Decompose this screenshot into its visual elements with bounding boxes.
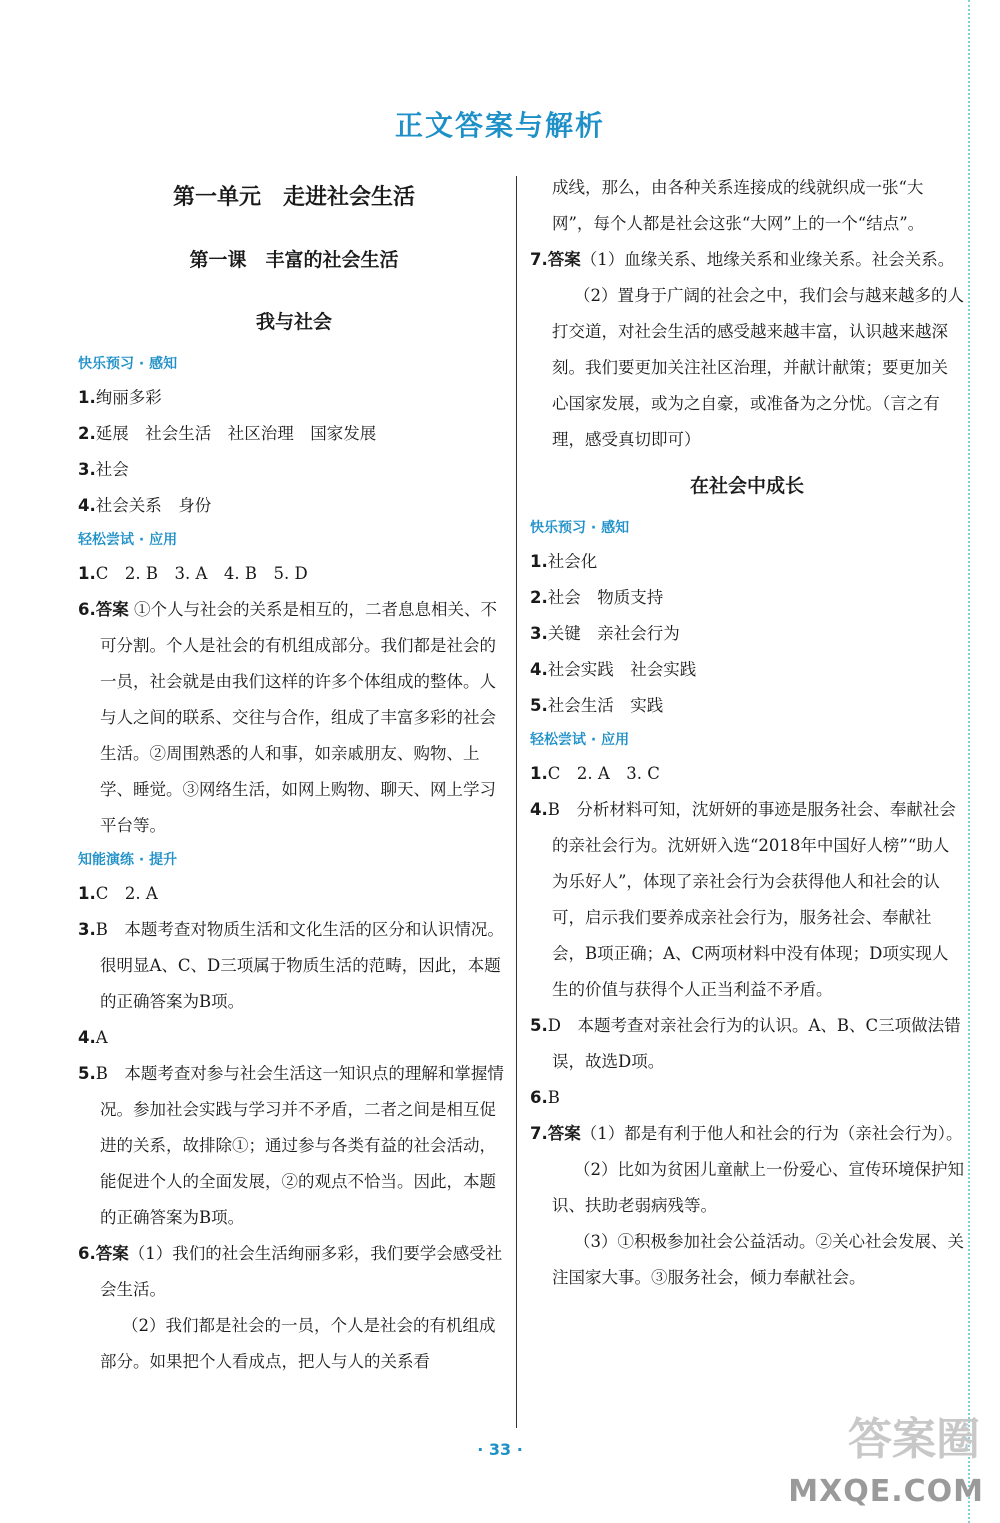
- item-number: 1.: [78, 388, 96, 407]
- item-number: 7.: [530, 1124, 548, 1143]
- item-text: C 2. B 3. A 4. B 5. D: [95, 564, 308, 583]
- item-number: 1.: [78, 884, 96, 903]
- answer-item: [530, 1080, 964, 1116]
- answer-item: [530, 688, 964, 724]
- answer-paragraph: （3）①积极参加社会公益活动。②关心社会发展、关注国家大事。③服务社会，倾力奉献社会。: [552, 1232, 964, 1287]
- item-number: 6.: [530, 1088, 548, 1107]
- item-number: 3.: [78, 460, 96, 479]
- answer-item: [78, 416, 510, 452]
- watermark-site: MXQE.COM: [788, 1474, 984, 1509]
- item-text: 社会生活 实践: [547, 696, 664, 715]
- section-label: 轻松尝试 · 应用: [78, 532, 178, 548]
- item-number: 6.: [78, 600, 96, 619]
- item-number: 5.: [530, 696, 548, 715]
- answer-item: [78, 1020, 510, 1056]
- section-heading: 我与社会: [255, 311, 332, 333]
- item-number: 2.: [530, 588, 548, 607]
- answer-item: [530, 242, 964, 278]
- item-text: B 分析材料可知，沈妍妍的事迹是服务社会、奉献社会的亲社会行为。沈妍妍入选“2018年中国好人榜”“助人为乐好人”，体现了亲社会行为会获得他人和社会的认可，启示我们要养成亲社会行为，服务社会、奉献社会，B项正确；A、C两项材料中没有体现；D项实现人生的价值与获得个人正当利益不矛盾。: [547, 800, 956, 999]
- item-text: 社会实践 社会实践: [547, 660, 697, 679]
- page-edge-line: [968, 0, 974, 1523]
- unit-heading: 第一单元 走进社会生活: [172, 185, 415, 210]
- answer-item: [78, 1056, 510, 1236]
- item-number: 4.: [78, 496, 96, 515]
- answer-item: [78, 592, 510, 844]
- answer-label: 答案: [95, 600, 129, 619]
- item-number: 3.: [530, 624, 548, 643]
- item-number: 4.: [78, 1028, 96, 1047]
- answer-item: [78, 876, 510, 912]
- item-text: ①个人与社会的关系是相互的，二者息息相关、不可分割。个人是社会的有机组成部分。我们都是社会的一员，社会就是由我们这样的许多个体组成的整体。人与人之间的联系、交往与合作，组成了丰富多彩的社会生活。②周围熟悉的人和事，如亲戚朋友、购物、上学、睡觉。③网络生活，如网上购物、聊天、网上学习平台等。: [100, 600, 497, 835]
- answer-item: [78, 1236, 510, 1308]
- answer-item: [78, 488, 510, 524]
- section-heading: 在社会中成长: [689, 475, 804, 497]
- item-text: B 本题考查对参与社会生活这一知识点的理解和掌握情况。参加社会实践与学习并不矛盾，二者之间是相互促进的关系，故排除①；通过参与各类有益的社会活动，能促进个人的全面发展，②的观点不恰当。因此，本题的正确答案为B项。: [95, 1064, 504, 1227]
- right-column: [530, 170, 964, 1296]
- answer-item: [530, 792, 964, 1008]
- page-number: · 33 ·: [477, 1440, 523, 1459]
- answer-paragraph: （2）我们都是社会的一员，个人是社会的有机组成部分。如果把个人看成点，把人与人的关系看: [100, 1316, 496, 1371]
- answer-label: 答案: [547, 1124, 581, 1143]
- item-number: 1.: [530, 552, 548, 571]
- answer-paragraph: （2）比如为贫困儿童献上一份爱心、宣传环境保护知识、扶助老弱病残等。: [552, 1160, 964, 1215]
- watermark-logo: 答案圈: [848, 1414, 980, 1465]
- item-number: 2.: [78, 424, 96, 443]
- item-number: 3.: [78, 920, 96, 939]
- item-text: 社会关系 身份: [95, 496, 212, 515]
- answer-item: [530, 1116, 964, 1152]
- section-label: 快乐预习 · 感知: [78, 356, 178, 372]
- answer-item: [530, 544, 964, 580]
- lesson-heading: 第一课 丰富的社会生活: [189, 249, 399, 271]
- page-title: 正文答案与解析: [394, 109, 605, 142]
- answer-item: [78, 380, 510, 416]
- answer-item: [78, 912, 510, 1020]
- left-column: [78, 170, 510, 1380]
- item-text: 延展 社会生活 社区治理 国家发展: [95, 424, 377, 443]
- section-label: 轻松尝试 · 应用: [530, 732, 630, 748]
- item-text: 社会 物质支持: [547, 588, 664, 607]
- item-text: B 本题考查对物质生活和文化生活的区分和认识情况。很明显A、C、D三项属于物质生活的范畴，因此，本题的正确答案为B项。: [95, 920, 504, 1011]
- item-text: 关键 亲社会行为: [547, 624, 680, 643]
- section-label: 知能演练 · 提升: [78, 852, 178, 868]
- item-text: （1）血缘关系、地缘关系和业缘关系。社会关系。: [580, 250, 955, 269]
- item-number: 4.: [530, 660, 548, 679]
- item-text: 绚丽多彩: [95, 388, 162, 407]
- answer-paragraph: （2）置身于广阔的社会之中，我们会与越来越多的人打交道，对社会生活的感受越来越丰富，认识越来越深刻。我们要更加关注社区治理，并献计献策；要更加关心国家发展，或为之自豪，或准备为之分忧。（言之有理，感受真切即可）: [552, 286, 964, 449]
- answer-item: [78, 452, 510, 488]
- answer-item: [530, 580, 964, 616]
- answer-item: [530, 616, 964, 652]
- answer-label: 答案: [547, 250, 581, 269]
- item-text: C 2. A: [95, 884, 158, 903]
- item-text: C 2. A 3. C: [547, 764, 660, 783]
- item-number: 7.: [530, 250, 548, 269]
- item-text: （1）都是有利于他人和社会的行为（亲社会行为）。: [580, 1124, 963, 1143]
- item-number: 4.: [530, 800, 548, 819]
- item-number: 5.: [530, 1016, 548, 1035]
- answer-item: [530, 652, 964, 688]
- answer-item: [78, 556, 510, 592]
- item-number: 1.: [530, 764, 548, 783]
- item-number: 5.: [78, 1064, 96, 1083]
- item-text: A: [95, 1028, 108, 1047]
- column-divider: [516, 176, 517, 1428]
- item-text: D 本题考查对亲社会行为的认识。A、B、C三项做法错误，故选D项。: [547, 1016, 961, 1071]
- item-text: 社会: [95, 460, 129, 479]
- answer-item: [530, 756, 964, 792]
- item-text: （1）我们的社会生活绚丽多彩，我们要学会感受社会生活。: [100, 1244, 503, 1299]
- item-number: 6.: [78, 1244, 96, 1263]
- item-number: 1.: [78, 564, 96, 583]
- answer-continuation: 成线，那么，由各种关系连接成的线就织成一张“大网”，每个人都是社会这张“大网”上的一个“结点”。: [552, 178, 925, 233]
- answer-item: [530, 1008, 964, 1080]
- item-text: 社会化: [547, 552, 598, 571]
- section-label: 快乐预习 · 感知: [530, 520, 630, 536]
- answer-label: 答案: [95, 1244, 129, 1263]
- item-text: B: [547, 1088, 560, 1107]
